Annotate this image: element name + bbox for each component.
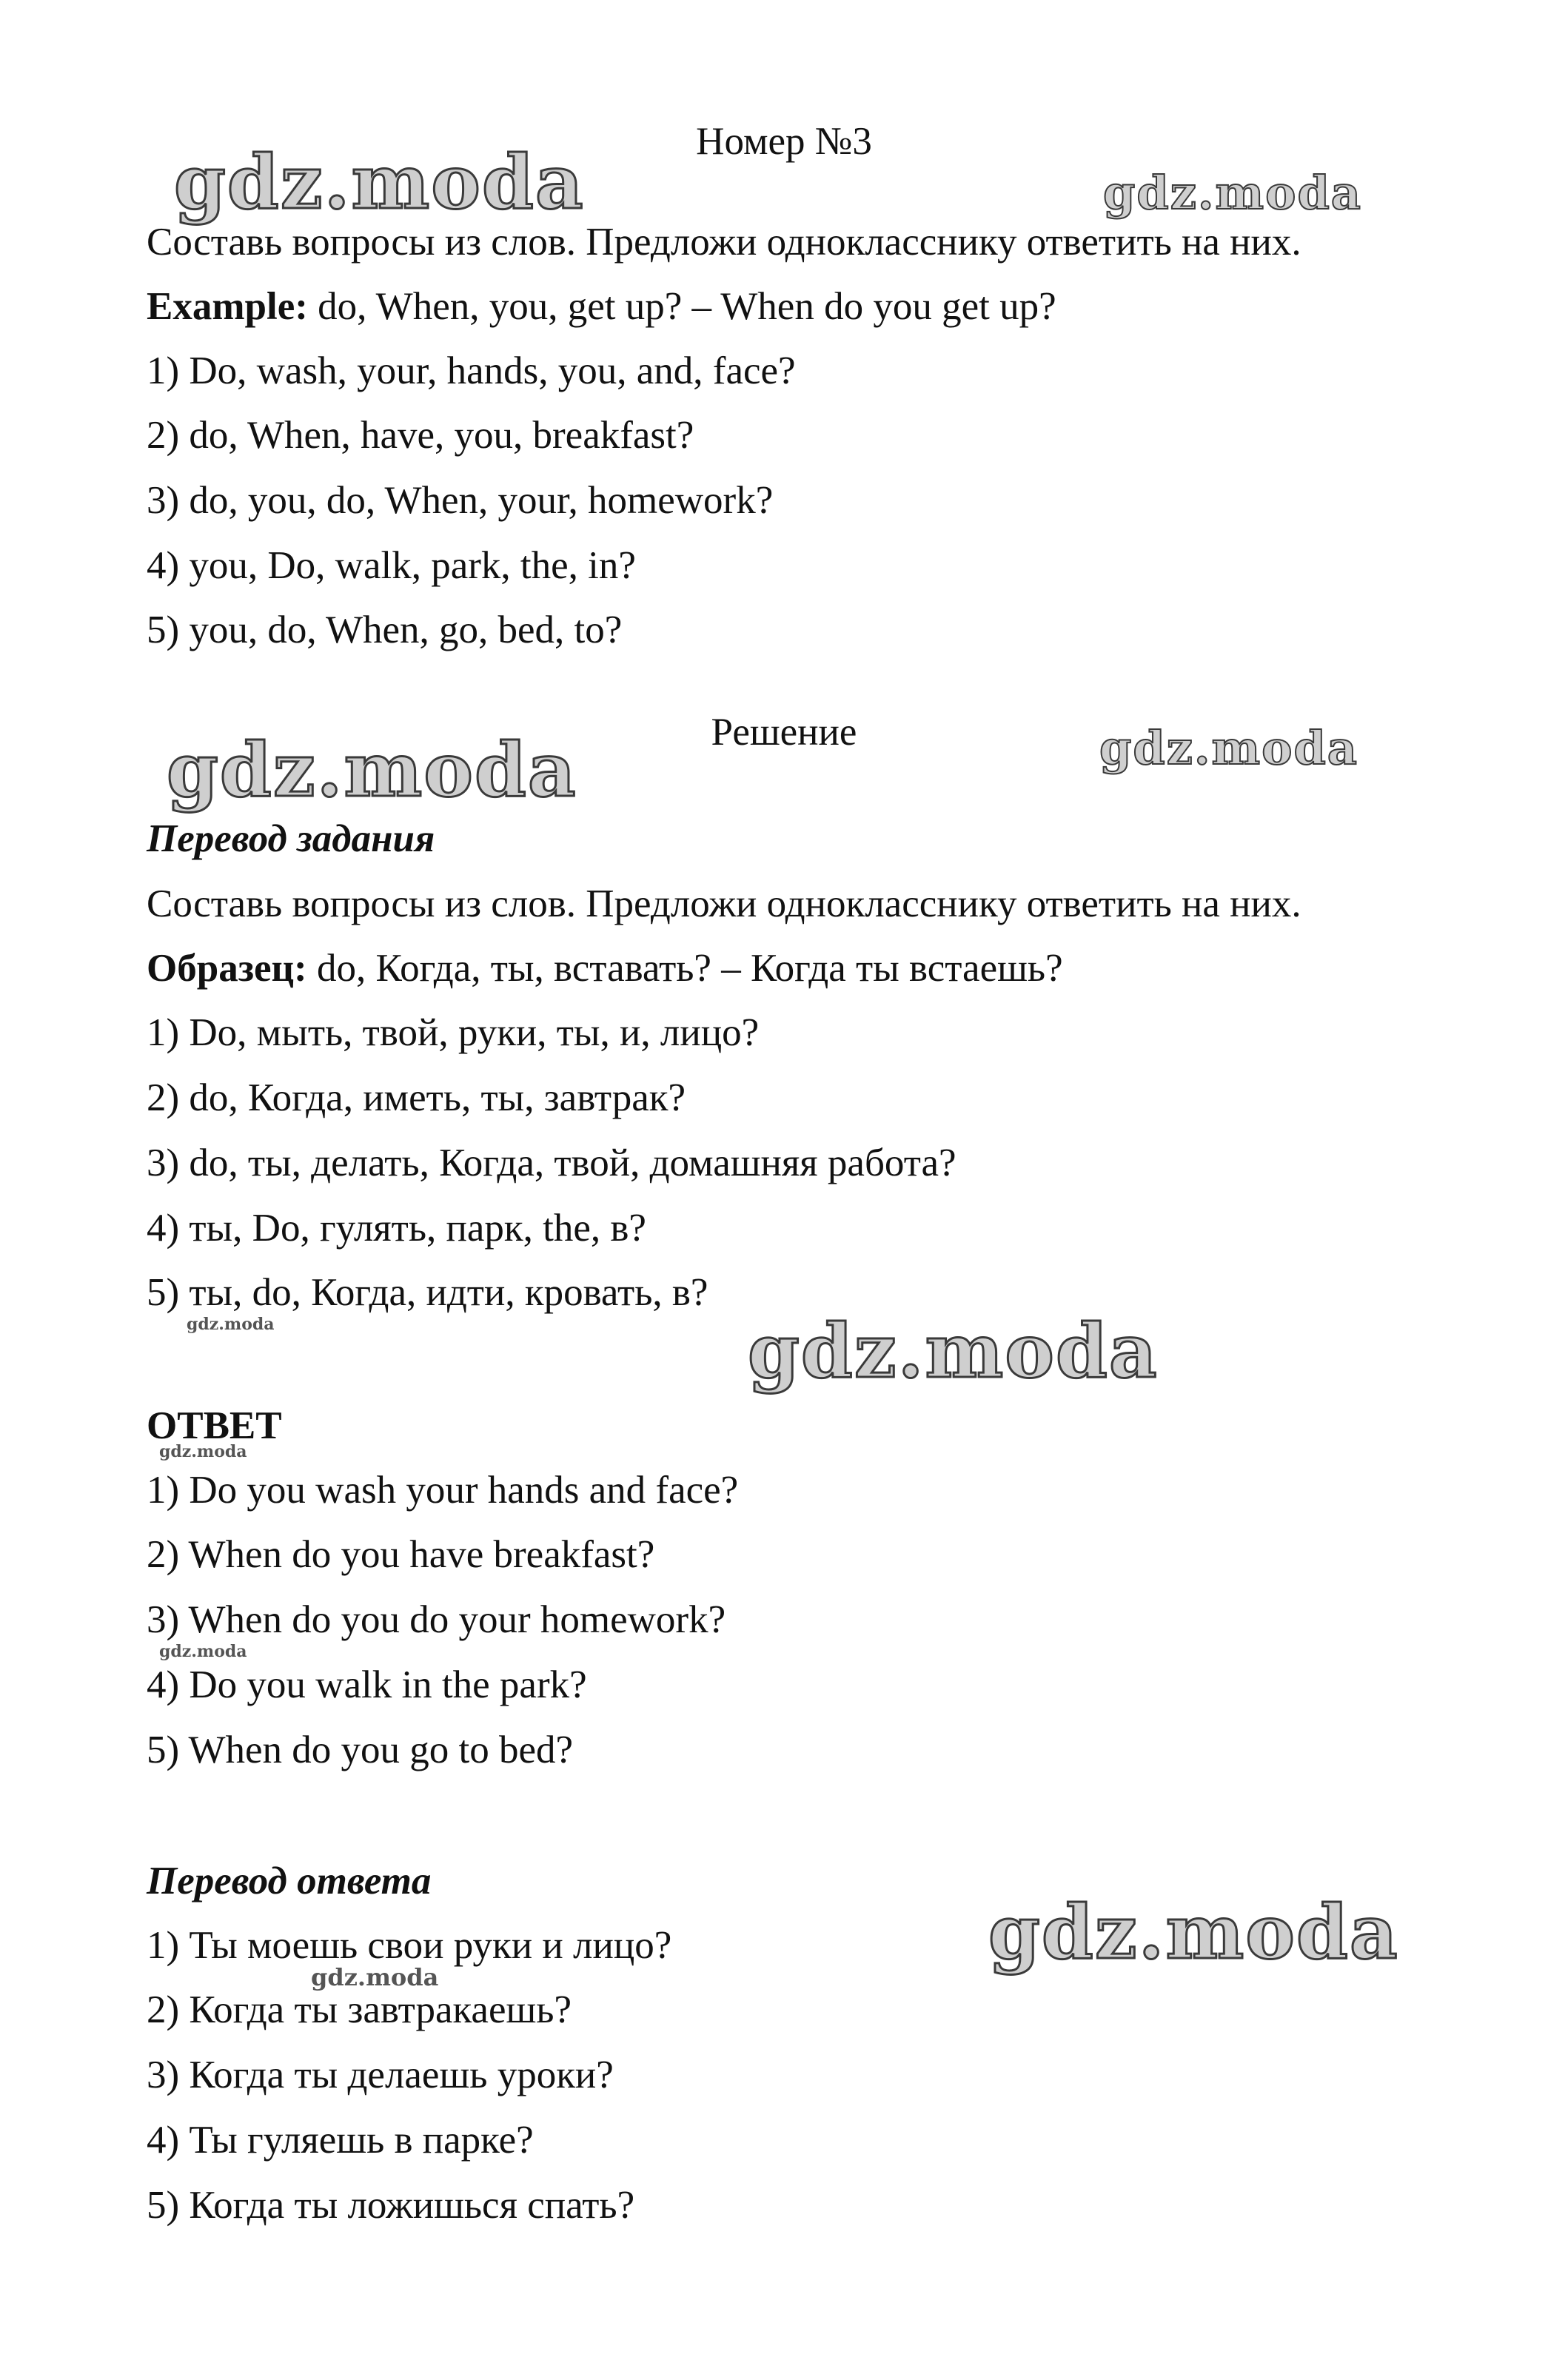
task-item: 1) Do, wash, your, hands, you, and, face? (147, 349, 796, 392)
answer-heading: ОТВЕТ (147, 1404, 282, 1447)
answer-item: 4) Do you walk in the park? (147, 1663, 587, 1706)
example-text: do, When, you, get up? – When do you get up? (307, 285, 1056, 328)
solution-item: 3) do, ты, делать, Когда, твой, домашняя работа? (147, 1141, 956, 1184)
watermark-logo: gdz.moda (988, 1888, 1399, 1976)
solution-item: 1) Do, мыть, твой, руки, ты, и, лицо? (147, 1011, 760, 1054)
solution-item: 2) do, Когда, иметь, ты, завтрак? (147, 1076, 686, 1119)
answer-translation-item: 3) Когда ты делаешь уроки? (147, 2054, 614, 2096)
watermark-logo: gdz.moda (1103, 166, 1362, 220)
answer-translation-item: 4) Ты гуляешь в парке? (147, 2119, 534, 2162)
watermark-logo: gdz.moda (167, 726, 577, 814)
answer-item: 2) When do you have breakfast? (147, 1533, 655, 1576)
watermark-small: gdz.moda (311, 1963, 439, 1991)
task-item: 4) you, Do, walk, park, the, in? (147, 544, 636, 587)
task-instruction: Составь вопросы из слов. Предложи однокласснику ответить на них. (147, 221, 1301, 264)
example-label: Example: (147, 285, 308, 328)
answer-translation-item: 2) Когда ты завтракаешь? (147, 1988, 572, 2031)
example-text: do, Когда, ты, вставать? – Когда ты встаешь? (306, 947, 1063, 990)
answer-translation-heading: Перевод ответа (147, 1860, 432, 1902)
watermark-small: gdz.moda (159, 1642, 247, 1661)
solution-title: Решение (711, 711, 857, 754)
solution-instruction: Составь вопросы из слов. Предложи однокласснику ответить на них. (147, 882, 1301, 925)
translation-heading: Перевод задания (147, 817, 435, 860)
task-item: 3) do, you, do, When, your, homework? (147, 479, 774, 522)
watermark-small: gdz.moda (159, 1442, 247, 1461)
task-example (147, 284, 1056, 329)
example-label: Образец: (147, 947, 307, 990)
watermark-logo: gdz.moda (174, 138, 585, 226)
watermark-logo: gdz.moda (1099, 721, 1358, 775)
solution-example (147, 945, 1063, 991)
answer-item: 5) When do you go to bed? (147, 1729, 574, 1771)
answer-translation-item: 1) Ты моешь свои руки и лицо? (147, 1924, 672, 1967)
watermark-logo: gdz.moda (748, 1307, 1159, 1395)
solution-item: 5) ты, do, Когда, идти, кровать, в? (147, 1271, 708, 1314)
answer-item: 1) Do you wash your hands and face? (147, 1469, 739, 1512)
watermark-small: gdz.moda (187, 1315, 275, 1334)
solution-item: 4) ты, Do, гулять, парк, the, в? (147, 1207, 646, 1250)
answer-item: 3) When do you do your homework? (147, 1598, 726, 1641)
task-item: 5) you, do, When, go, bed, to? (147, 609, 623, 651)
task-item: 2) do, When, have, you, breakfast? (147, 414, 694, 457)
answer-translation-item: 5) Когда ты ложишься спать? (147, 2184, 635, 2227)
task-number-title: Номер №3 (696, 120, 872, 163)
